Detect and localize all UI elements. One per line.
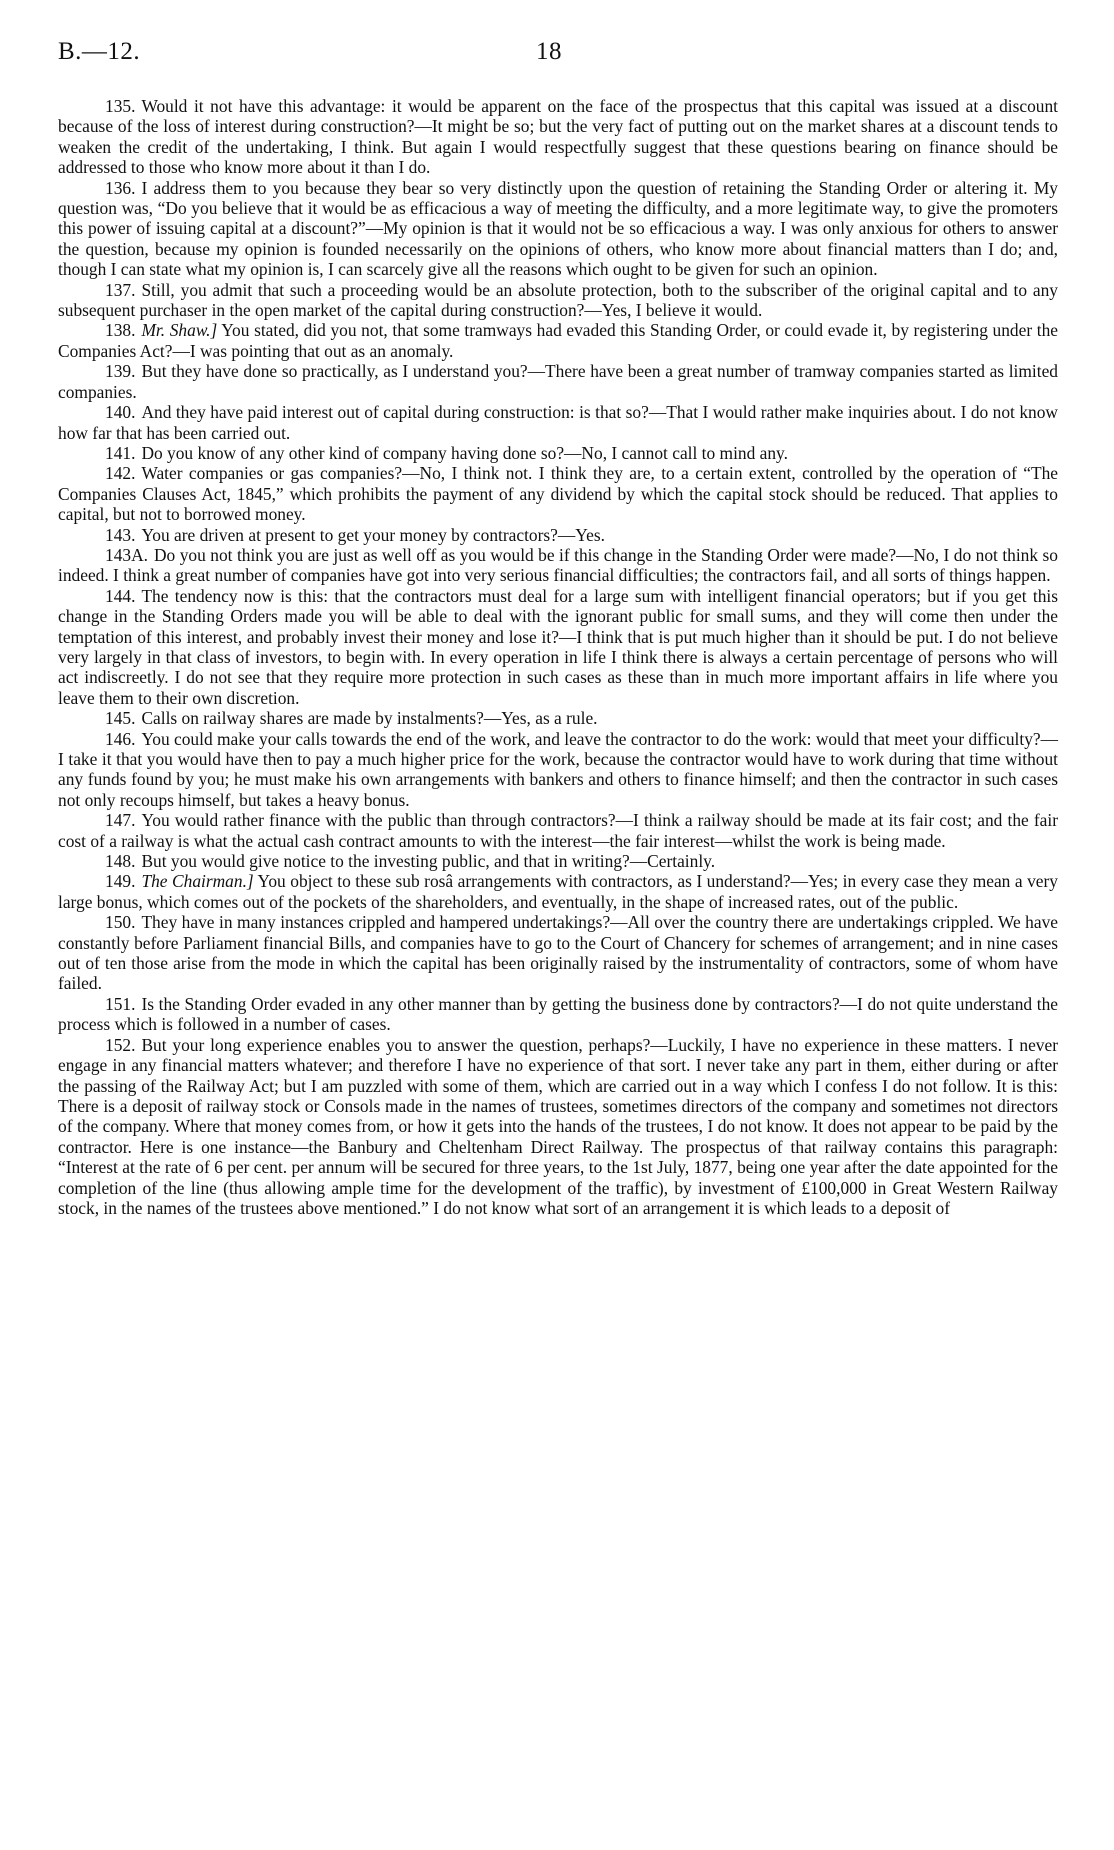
evidence-text — [58, 96, 1058, 1218]
page-number: 18 — [536, 38, 562, 65]
question-text: Water companies or gas companies?—No, I think not. I think they are, to a certain extent, controlled by the operation of “The Companies Clauses Act, 1845,” which prohibits the payment of any dividend by which the capital stock should be reduced. That applies to capital, but not to borrowed money. — [58, 463, 1058, 525]
speaker-label: Mr. Shaw.] — [141, 320, 218, 341]
question-number: 139. — [105, 361, 136, 382]
question-paragraph — [58, 912, 1058, 994]
question-paragraph — [58, 871, 1058, 912]
question-text: You object to these sub rosâ arrangements with contractors, as I understand?—Yes; in every case they mean a very large bonus, which comes out of the pockets of the shareholders, and eventually, in the shape of increased rates, out of the public. — [58, 871, 1058, 912]
question-number: 146. — [105, 728, 136, 749]
question-paragraph — [58, 994, 1058, 1035]
question-number: 147. — [105, 810, 136, 831]
question-number: 141. — [105, 442, 136, 463]
question-number: 138. — [105, 320, 136, 341]
question-paragraph — [58, 525, 1058, 545]
document-reference: B.—12. — [58, 38, 141, 65]
question-number: 137. — [105, 279, 136, 300]
speaker-label: The Chairman.] — [141, 871, 254, 892]
question-text: Do you not think you are just as well off as you would be if this change in the Standing Order were made?—No, I do not think so indeed. I think a great number of companies have got into very serious financial difficulties; the contractors fail, and all sorts of things happen. — [58, 544, 1058, 586]
question-text: Do you know of any other kind of company having done so?—No, I cannot call to mind any. — [141, 442, 788, 463]
question-text: Still, you admit that such a proceeding would be an absolute protection, both to the subscriber of the original capital and to any subsequent purchaser in the open market of the capital during construction?—Yes, I believe it would. — [58, 279, 1058, 321]
question-text: You are driven at present to get your money by contractors?—Yes. — [141, 524, 605, 545]
question-paragraph — [58, 443, 1058, 463]
question-paragraph — [58, 1035, 1058, 1219]
question-number: 151. — [105, 993, 136, 1014]
question-text: Calls on railway shares are made by instalments?—Yes, as a rule. — [141, 708, 598, 729]
question-text: I address them to you because they bear so very distinctly upon the question of retaining the Standing Order or altering it. My question was, “Do you believe that it would be as efficacious a way of meeting the difficulty, and a more legitimate way, to give the promoters this power of issuing capital at a discount?”—My opinion is that it would not be so efficacious a way. I was only anxious for others to answer the question, because my opinion is founded necessarily on the opinions of others, who know more about financial matters than I do; and, though I can state what my opinion is, I can scarcely give all the reasons which ought to be given for such an opinion. — [58, 177, 1058, 280]
question-paragraph — [58, 586, 1058, 708]
question-paragraph — [58, 178, 1058, 280]
question-text: Is the Standing Order evaded in any other manner than by getting the business done by contractors?—I do not quite understand the process which is followed in a number of cases. — [58, 993, 1058, 1035]
question-text: You stated, did you not, that some tramways had evaded this Standing Order, or could evade it, by registering under the Companies Act?—I was pointing that out as an anomaly. — [58, 320, 1058, 361]
question-text: The tendency now is this: that the contractors must deal for a large sum with intelligent financial operators; but if you get this change in the Standing Orders made you will be able to deal with the ignorant public for small sums, and they will come then under the temptation of this interest, and probably invest their money and lose it?—I think that is put much higher than it should be put. I do not believe very largely in that class of investors, to begin with. In every operation in life I think there is always a certain percentage of persons who will act indiscreetly. I do not see that they require more protection in such cases as these than in much more important affairs in life where you leave them to their own discretion. — [58, 585, 1058, 708]
question-number: 145. — [105, 708, 136, 729]
question-number: 149. — [105, 871, 136, 892]
question-paragraph — [58, 708, 1058, 728]
document-page — [58, 38, 1058, 1218]
question-number: 142. — [105, 463, 136, 484]
question-number: 143A. — [105, 544, 148, 565]
question-number: 140. — [105, 402, 136, 423]
question-number: 135. — [105, 96, 136, 116]
question-text: You would rather finance with the public than through contractors?—I think a railway should be made at its fair cost; and the fair cost of a railway is what the actual cash contract amounts to with the interest—the fair interest—whilst the work is being made. — [58, 810, 1058, 851]
question-number: 143. — [105, 524, 136, 545]
question-number: 152. — [105, 1034, 136, 1055]
question-paragraph — [58, 96, 1058, 178]
question-text: But your long experience enables you to answer the question, perhaps?—Luckily, I have no experience in these matters. I never engage in any financial matters whatever; and therefore I have no experience of that sort. I never take any part in them, either during or after the passing of the Railway Act; but I am puzzled with some of them, which are carried out in a way which I confess I do not follow. It is this: There is a deposit of railway stock or Consols made in the names of trustees, sometimes directors of the company and sometimes not directors of the company. Where that money comes from, or how it gets into the hands of the trustees, I do not know. It does not appear to be paid by the contractor. Here is one instance—the Banbury and Cheltenham Direct Railway. The prospectus of that railway contains this paragraph: “Interest at the rate of 6 per cent. per annum will be secured for three years, to the 1st July, 1877, being one year after the date appointed for the completion of the line (thus allowing ample time for the development of the traffic), by investment of £100,000 in Great Western Railway stock, in the names of the trustees above mentioned.” I do not know what sort of an arrangement it is which leads to a deposit of — [58, 1034, 1058, 1218]
question-paragraph — [58, 463, 1058, 524]
question-paragraph — [58, 361, 1058, 402]
question-text: You could make your calls towards the end of the work, and leave the contractor to do the work: would that meet your difficulty?—I take it that you would have then to pay a much higher price for the work, because the contractor would have to work during that time without any funds found by you; he must make his own arrangements with bankers and others to finance himself; and then the contractor in such cases not only recoups himself, but takes a heavy bonus. — [58, 728, 1058, 810]
question-text: But they have done so practically, as I understand you?—There have been a great number of tramway companies started as limited companies. — [58, 361, 1058, 402]
question-number: 136. — [105, 177, 136, 198]
question-paragraph — [58, 280, 1058, 321]
question-paragraph — [58, 320, 1058, 361]
question-number: 150. — [105, 912, 136, 933]
page-header — [58, 38, 1058, 78]
question-paragraph — [58, 810, 1058, 851]
question-paragraph — [58, 402, 1058, 443]
question-text: They have in many instances crippled and hampered undertakings?—All over the country there are undertakings crippled. We have constantly before Parliament financial Bills, and companies have to go to the Court of Chancery for schemes of arrangement; and in nine cases out of ten those arise from the mode in which the capital has been originally raised by the instrumentality of contractors, some of whom have failed. — [58, 912, 1058, 994]
question-number: 144. — [105, 585, 136, 606]
question-text: Would it not have this advantage: it would be apparent on the face of the prospectus that this capital was issued at a discount because of the loss of interest during construction?—It might be so; but the very fact of putting out on the market shares at a discount tends to weaken the credit of the undertaking, I think. But again I would respectfully suggest that these questions bearing on finance should be addressed to those who know more about it than I do. — [58, 96, 1058, 178]
question-paragraph — [58, 729, 1058, 811]
question-text: And they have paid interest out of capital during construction: is that so?—That I would rather make inquiries about. I do not know how far that has been carried out. — [58, 402, 1058, 443]
question-paragraph — [58, 851, 1058, 871]
question-paragraph — [58, 545, 1058, 586]
question-text: But you would give notice to the investing public, and that in writing?—Certainly. — [141, 851, 716, 872]
question-number: 148. — [105, 851, 136, 872]
